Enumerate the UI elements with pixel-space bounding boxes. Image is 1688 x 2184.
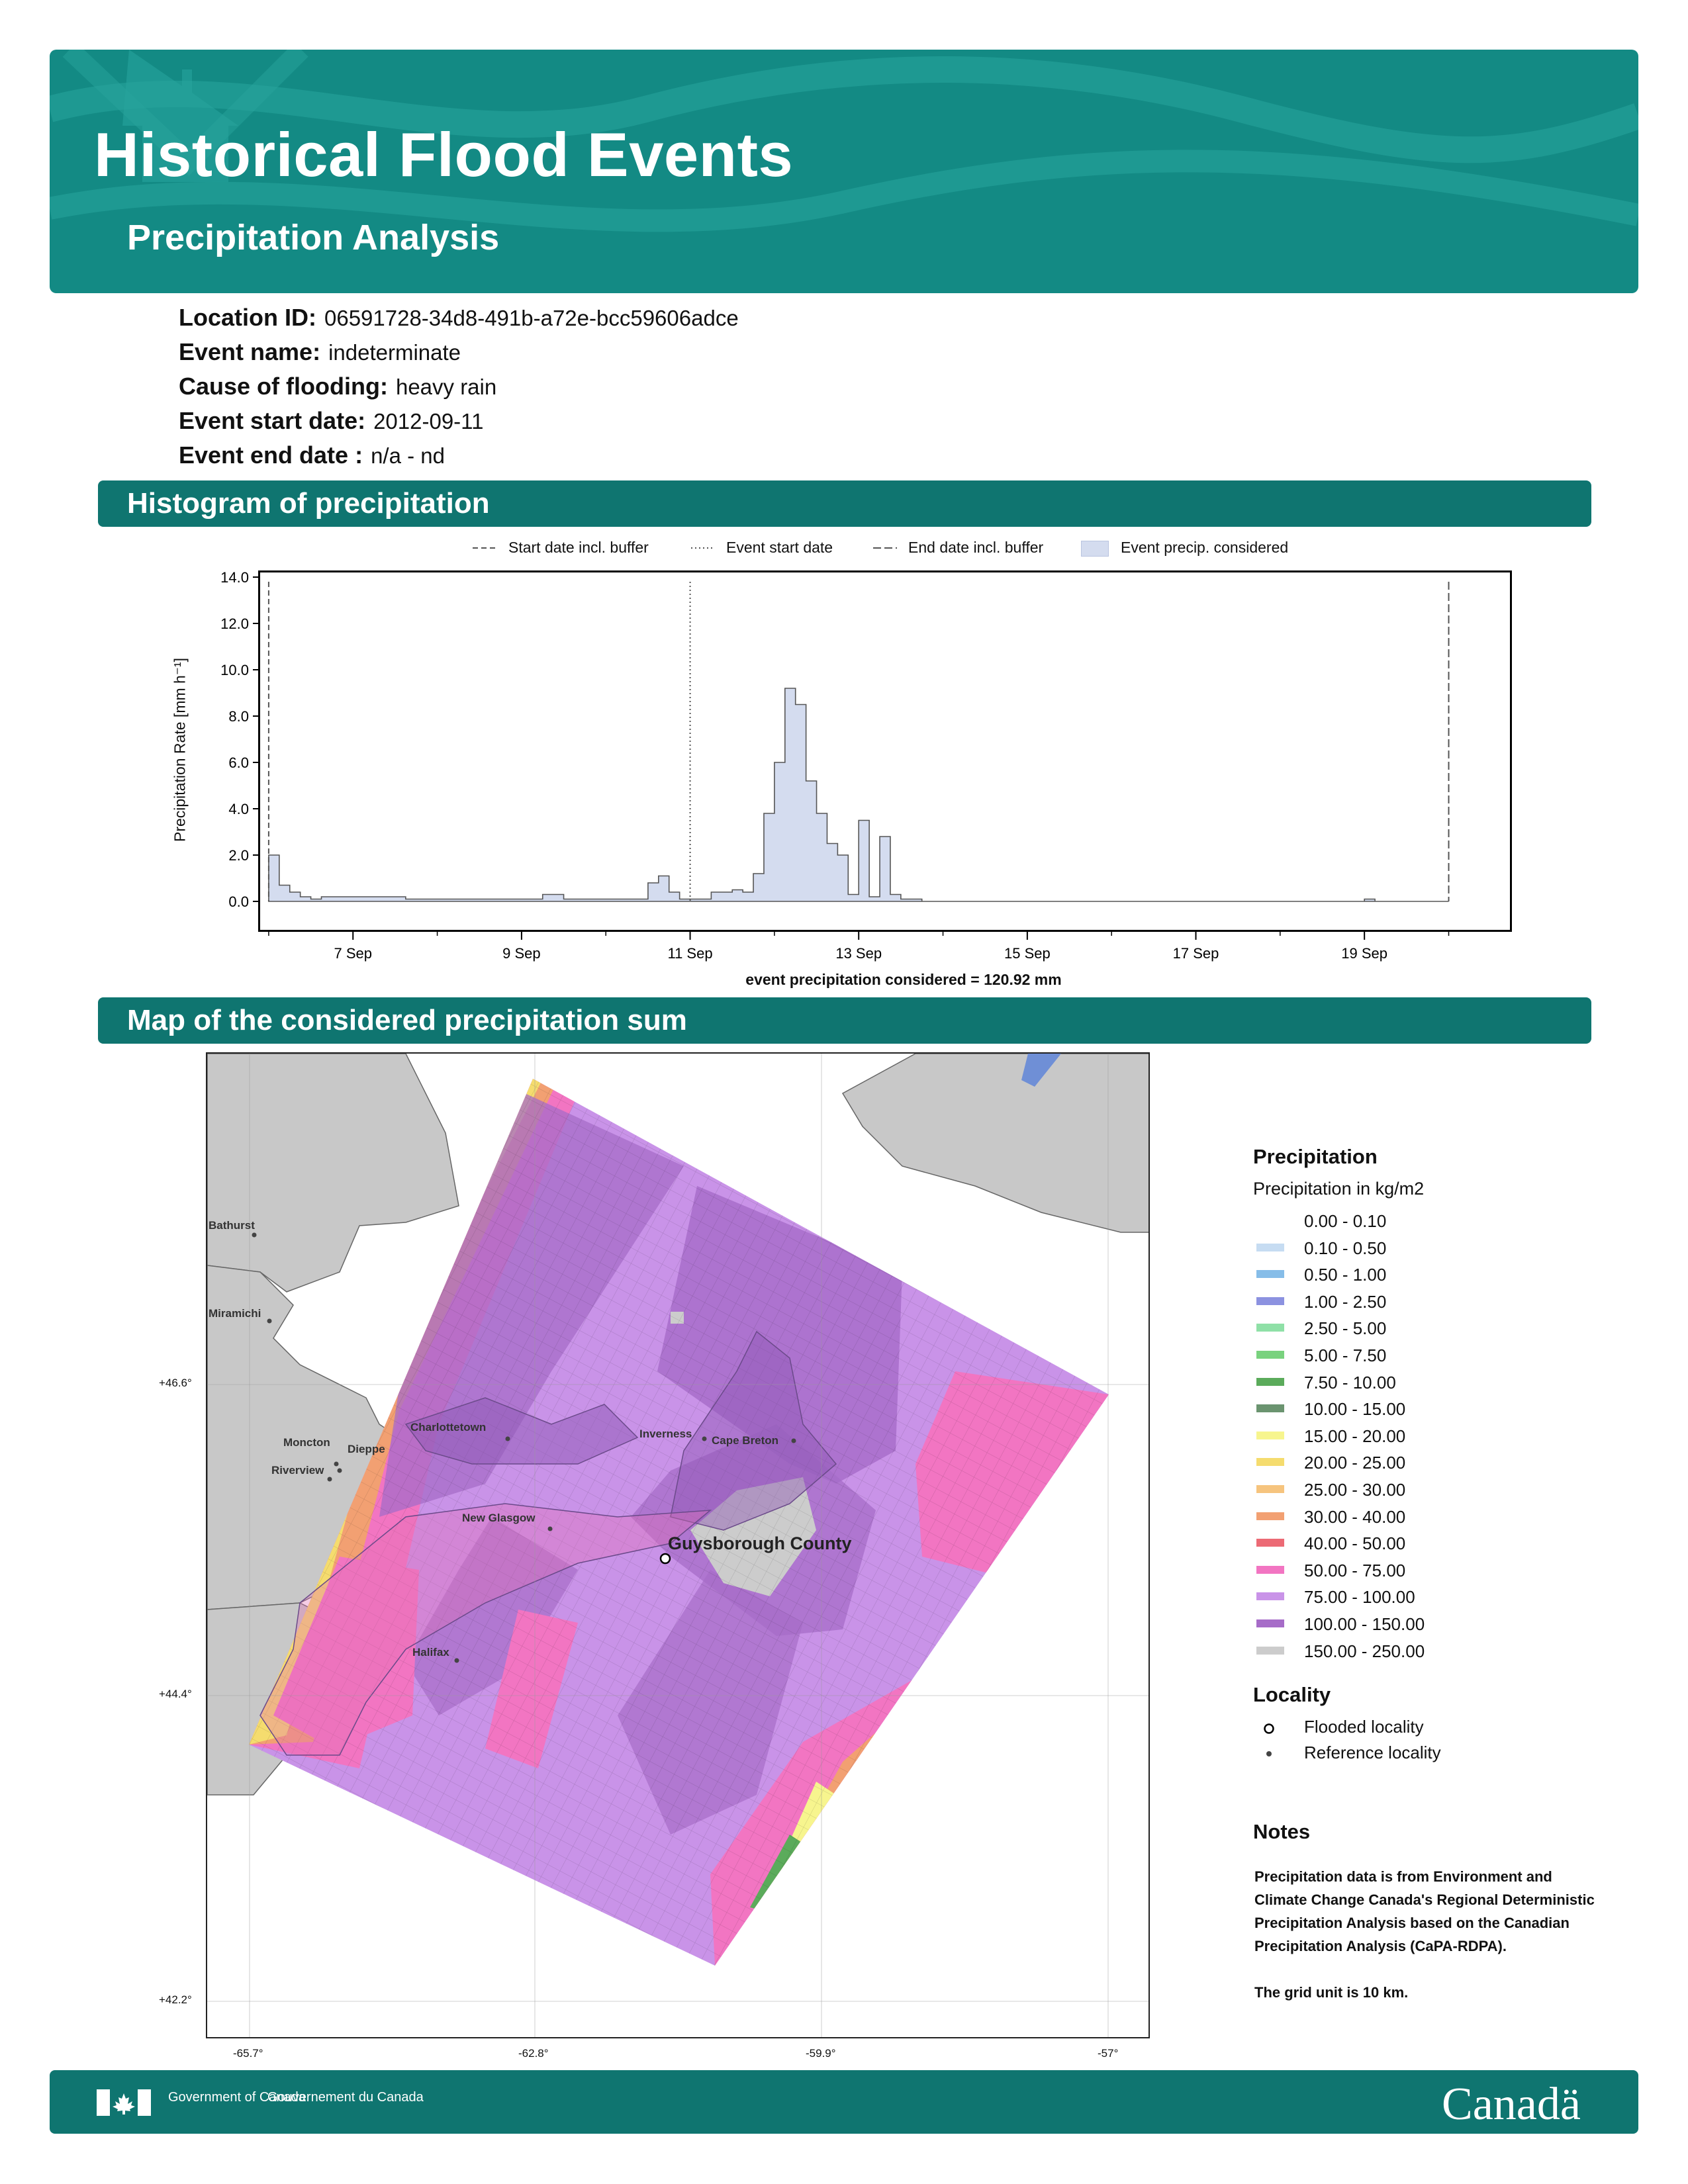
page-subtitle: Precipitation Analysis (127, 218, 500, 257)
city-inverness: Inverness (639, 1428, 692, 1440)
lon-label-62-8: -62.8° (518, 2047, 549, 2060)
city-new-glasgow: New Glasgow (462, 1512, 536, 1524)
gov-en: Government of Canada (168, 2090, 306, 2105)
legend-subtitle: Precipitation in kg/m2 (1253, 1179, 1425, 1199)
legend-swatch (1256, 1619, 1284, 1627)
x-tick-label: 17 Sep (1172, 945, 1219, 962)
legend-class-label: 30.00 - 40.00 (1304, 1506, 1406, 1527)
legend-swatch (1256, 1458, 1284, 1466)
reference-locality-legend: Reference locality (1304, 1743, 1441, 1762)
legend-swatch (1256, 1566, 1284, 1574)
flooded-locality-icon (1261, 1721, 1277, 1737)
legend-class-label: 100.00 - 150.00 (1304, 1614, 1425, 1634)
event-precip-annotation: event precipitation considered = 120.92 mm (745, 971, 1062, 988)
y-tick-label: 4.0 (228, 801, 249, 817)
legend-class-label: 10.00 - 15.00 (1304, 1399, 1406, 1420)
legend-swatch (1256, 1512, 1284, 1520)
legend-event-start: Event start date (726, 539, 833, 556)
legend-swatch (1256, 1351, 1284, 1359)
legend-swatch (1256, 1647, 1284, 1655)
land-new-brunswick-north (207, 1054, 459, 1292)
lat-label-42-2: +42.2° (159, 1993, 192, 2006)
legend-swatch (1256, 1485, 1284, 1493)
meta-start-date: Event start date: 2012-09-11 (179, 407, 484, 434)
precipitation-map (206, 1052, 1150, 2038)
x-tick-label: 19 Sep (1341, 945, 1388, 962)
lat-label-46-6: +46.6° (159, 1377, 192, 1389)
city-halifax: Halifax (412, 1646, 449, 1659)
gov-fr: Gouvernement du Canada (267, 2090, 424, 2105)
legend-class-label: 0.10 - 0.50 (1304, 1238, 1387, 1258)
legend-class-label: 40.00 - 50.00 (1304, 1533, 1406, 1554)
section-histogram: Histogram of precipitation (98, 480, 1591, 527)
city-dieppe: Dieppe (348, 1443, 385, 1455)
legend-swatch (1256, 1592, 1284, 1600)
x-tick-label: 11 Sep (667, 945, 713, 962)
flooded-locality-legend: Flooded locality (1304, 1717, 1424, 1737)
legend-swatch (1256, 1539, 1284, 1547)
city-bathurst: Bathurst (209, 1219, 255, 1232)
flooded-locality-marker (661, 1554, 670, 1563)
lat-label-44-4: +44.4° (159, 1688, 192, 1700)
notes-title: Notes (1253, 1820, 1311, 1843)
legend-class-label: 50.00 - 75.00 (1304, 1560, 1406, 1580)
legend-swatch (1256, 1244, 1284, 1251)
notes-grid-unit: The grid unit is 10 km. (1254, 1984, 1409, 2001)
precip-area-series (269, 688, 1449, 901)
legend-swatch (1256, 1216, 1284, 1224)
y-tick-label: 0.0 (228, 893, 249, 910)
legend-class-label: 75.00 - 100.00 (1304, 1587, 1415, 1608)
legend-class-label: 1.00 - 2.50 (1304, 1291, 1387, 1312)
y-tick-label: 6.0 (228, 754, 249, 771)
x-tick-label: 9 Sep (502, 945, 541, 962)
city-cape-breton: Cape Breton (712, 1434, 779, 1447)
page-title: Historical Flood Events (94, 120, 794, 189)
y-tick-label: 12.0 (220, 615, 249, 632)
legend-title: Precipitation (1253, 1145, 1378, 1168)
legend-class-label: 0.00 - 0.10 (1304, 1211, 1387, 1231)
legend-class-label: 5.00 - 7.50 (1304, 1345, 1387, 1365)
histogram-chart (0, 0, 1688, 993)
reference-locality-icon (1261, 1746, 1277, 1762)
canada-wordmark: Canadä (1442, 2079, 1581, 2130)
legend-swatch (1256, 1404, 1284, 1412)
notes-source: Precipitation data is from Environment and Climate Change Canada's Regional Deterministic Precipitation Analysis based on the Canadian Precipitation Analysis (CaPA-RDPA). (1254, 1868, 1595, 1954)
legend-class-label: 15.00 - 20.00 (1304, 1426, 1406, 1446)
city-moncton: Moncton (283, 1436, 330, 1449)
legend-swatch (1256, 1270, 1284, 1278)
locality-title: Locality (1253, 1683, 1331, 1706)
section-map: Map of the considered precipitation sum (98, 997, 1591, 1044)
meta-location-id: Location ID: 06591728-34d8-491b-a72e-bcc59606adce (179, 304, 739, 331)
flooded-locality-label: Guysborough County (668, 1533, 852, 1553)
legend-swatch (1256, 1324, 1284, 1332)
legend-precip: Event precip. considered (1121, 539, 1289, 556)
y-tick-label: 14.0 (220, 569, 249, 586)
city-charlottetown: Charlottetown (410, 1421, 487, 1433)
y-tick-label: 8.0 (228, 708, 249, 725)
y-axis-label: Precipitation Rate [mm h⁻¹] (171, 657, 189, 842)
lon-label-59-9: -59.9° (806, 2047, 836, 2060)
canada-flag-icon (97, 2089, 151, 2116)
notes-body (1254, 1865, 1599, 2004)
x-tick-label: 15 Sep (1004, 945, 1051, 962)
meta-end-date: Event end date : n/a - nd (179, 441, 445, 469)
city-miramichi: Miramichi (209, 1307, 261, 1320)
meta-cause: Cause of flooding: heavy rain (179, 373, 497, 400)
legend-class-label: 0.50 - 1.00 (1304, 1265, 1387, 1285)
x-tick-label: 13 Sep (835, 945, 882, 962)
lon-label-65-7: -65.7° (233, 2047, 263, 2060)
x-tick-label: 7 Sep (334, 945, 372, 962)
legend-start-buffer: Start date incl. buffer (508, 539, 649, 556)
legend-class-label: 150.00 - 250.00 (1304, 1641, 1425, 1661)
legend-class-label: 7.50 - 10.00 (1304, 1372, 1396, 1392)
legend-class-label: 20.00 - 25.00 (1304, 1453, 1406, 1473)
lon-label-57: -57° (1098, 2047, 1119, 2060)
meta-event-name: Event name: indeterminate (179, 338, 461, 365)
legend-end-buffer: End date incl. buffer (908, 539, 1044, 556)
legend-class-label: 2.50 - 5.00 (1304, 1318, 1387, 1339)
legend-swatch (1256, 1297, 1284, 1305)
y-tick-label: 10.0 (220, 662, 249, 678)
y-tick-label: 2.0 (228, 847, 249, 864)
city-riverview: Riverview (271, 1464, 324, 1477)
legend-swatch (1256, 1432, 1284, 1439)
legend-swatch (1256, 1378, 1284, 1386)
land-newfoundland (843, 1054, 1150, 1232)
legend-class-label: 25.00 - 30.00 (1304, 1480, 1406, 1500)
